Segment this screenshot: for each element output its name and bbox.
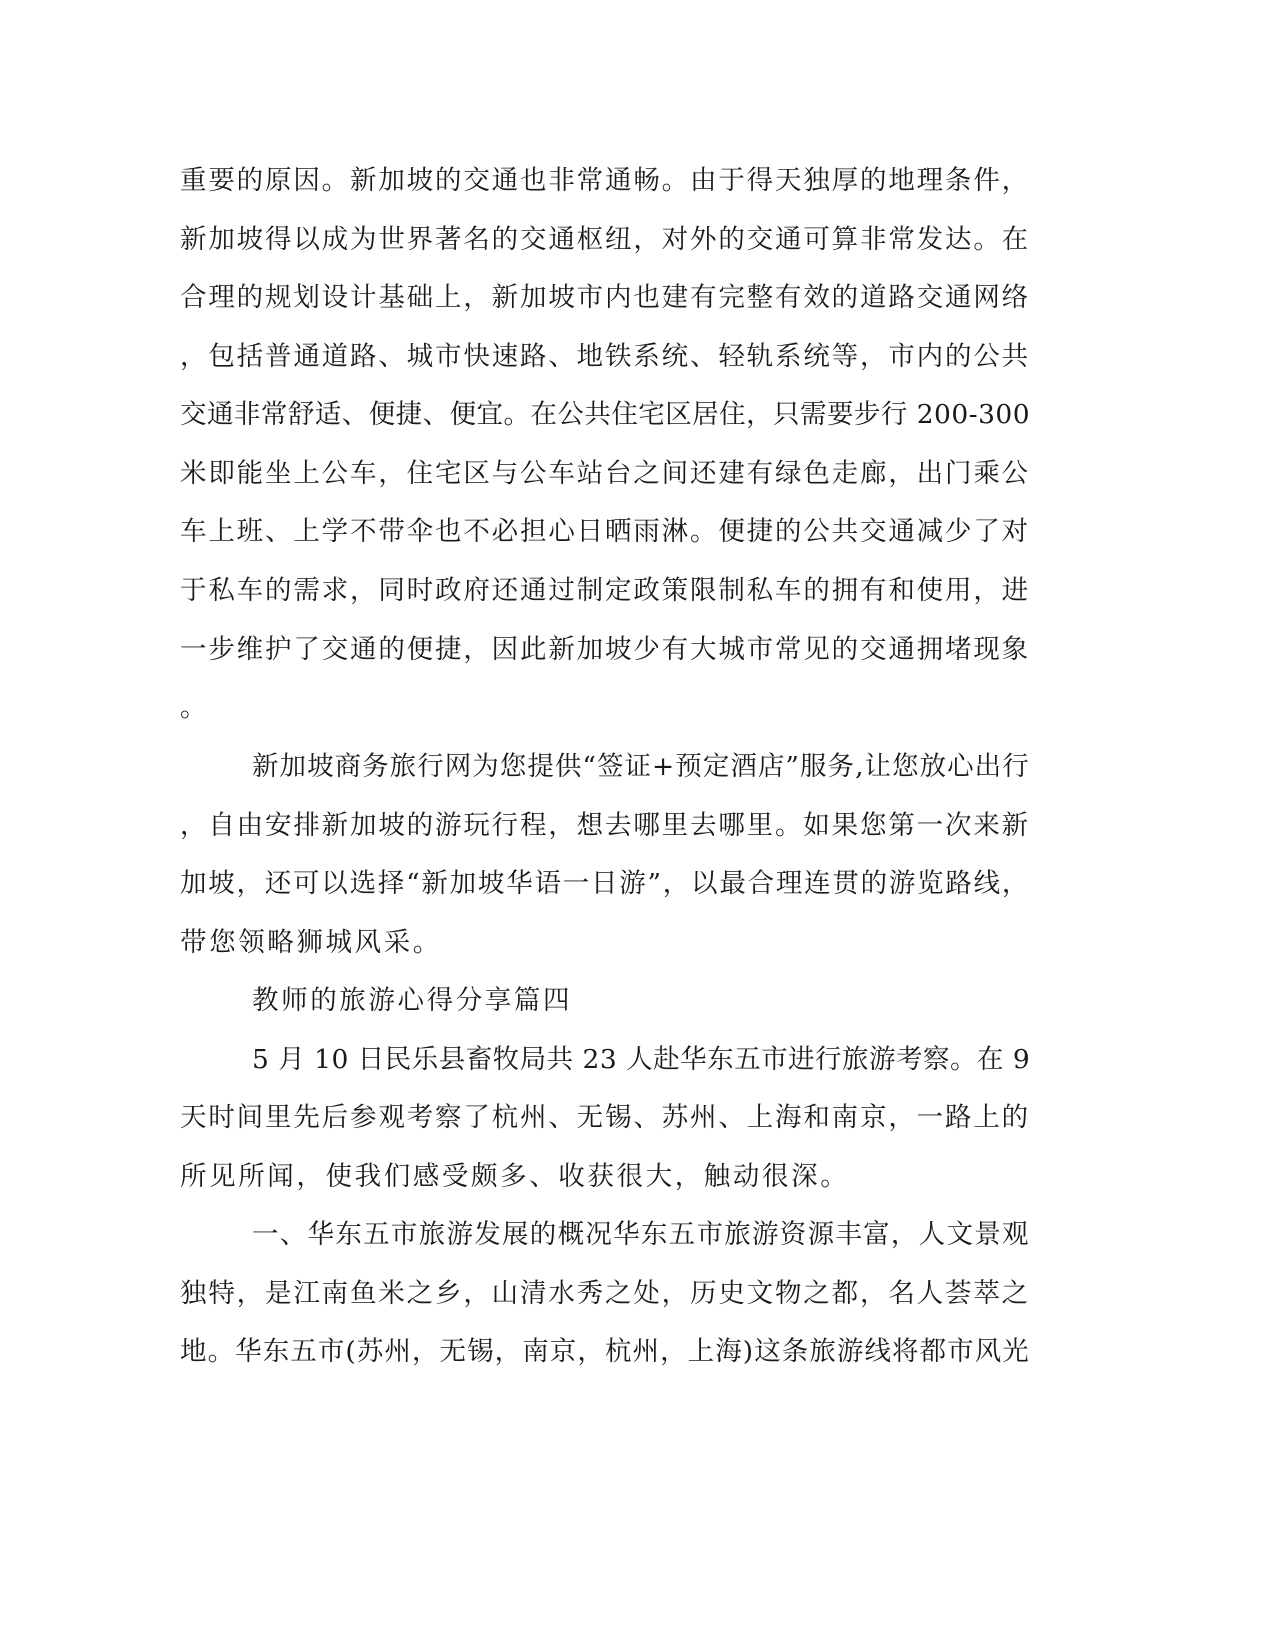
text-line: 加坡，还可以选择“新加坡华语一日游”，以最合理连贯的游览路线， (180, 868, 1031, 899)
text-line: 带您领略狮城风采。 (180, 927, 442, 958)
text-line: 天时间里先后参观考察了杭州、无锡、苏州、上海和南京，一路上的 (180, 1102, 1030, 1133)
text-line: 于私车的需求，同时政府还通过制定政策限制私车的拥有和使用，进 (180, 575, 1030, 606)
text-line: ，自由安排新加坡的游玩行程，想去哪里去哪里。如果您第一次来新 (180, 810, 1030, 841)
text-line: 所见所闻，使我们感受颇多、收获很大，触动很深。 (180, 1161, 850, 1192)
text-line: 新加坡商务旅行网为您提供“签证+预定酒店”服务,让您放心出行 (252, 751, 1030, 782)
text-line: 一步维护了交通的便捷，因此新加坡少有大城市常见的交通拥堵现象 (180, 634, 1030, 665)
text-line: 一、华东五市旅游发展的概况华东五市旅游资源丰富，人文景观 (252, 1219, 1030, 1250)
text-line: 。 (180, 692, 210, 723)
text-line: 新加坡得以成为世界著名的交通枢纽，对外的交通可算非常发达。在 (180, 224, 1030, 255)
text-line: 交通非常舒适、便捷、便宜。在公共住宅区居住，只需要步行 200-300 (180, 399, 1031, 430)
text-line: ，包括普通道路、城市快速路、地铁系统、轻轨系统等，市内的公共 (180, 341, 1030, 372)
text-line: 合理的规划设计基础上，新加坡市内也建有完整有效的道路交通网络 (180, 282, 1030, 313)
text-line: 重要的原因。新加坡的交通也非常通畅。由于得天独厚的地理条件， (180, 165, 1030, 196)
text-line: 5 月 10 日民乐县畜牧局共 23 人赴华东五市进行旅游考察。在 9 (252, 1044, 1031, 1075)
section-heading: 教师的旅游心得分享篇四 (252, 985, 573, 1016)
text-line: 独特，是江南鱼米之乡，山清水秀之处，历史文物之都，名人荟萃之 (180, 1278, 1030, 1309)
text-line: 车上班、上学不带伞也不必担心日晒雨淋。便捷的公共交通减少了对 (180, 516, 1030, 547)
text-line: 米即能坐上公车，住宅区与公车站台之间还建有绿色走廊，出门乘公 (180, 458, 1030, 489)
text-line: 地。华东五市(苏州，无锡，南京，杭州，上海)这条旅游线将都市风光 (180, 1336, 1030, 1367)
